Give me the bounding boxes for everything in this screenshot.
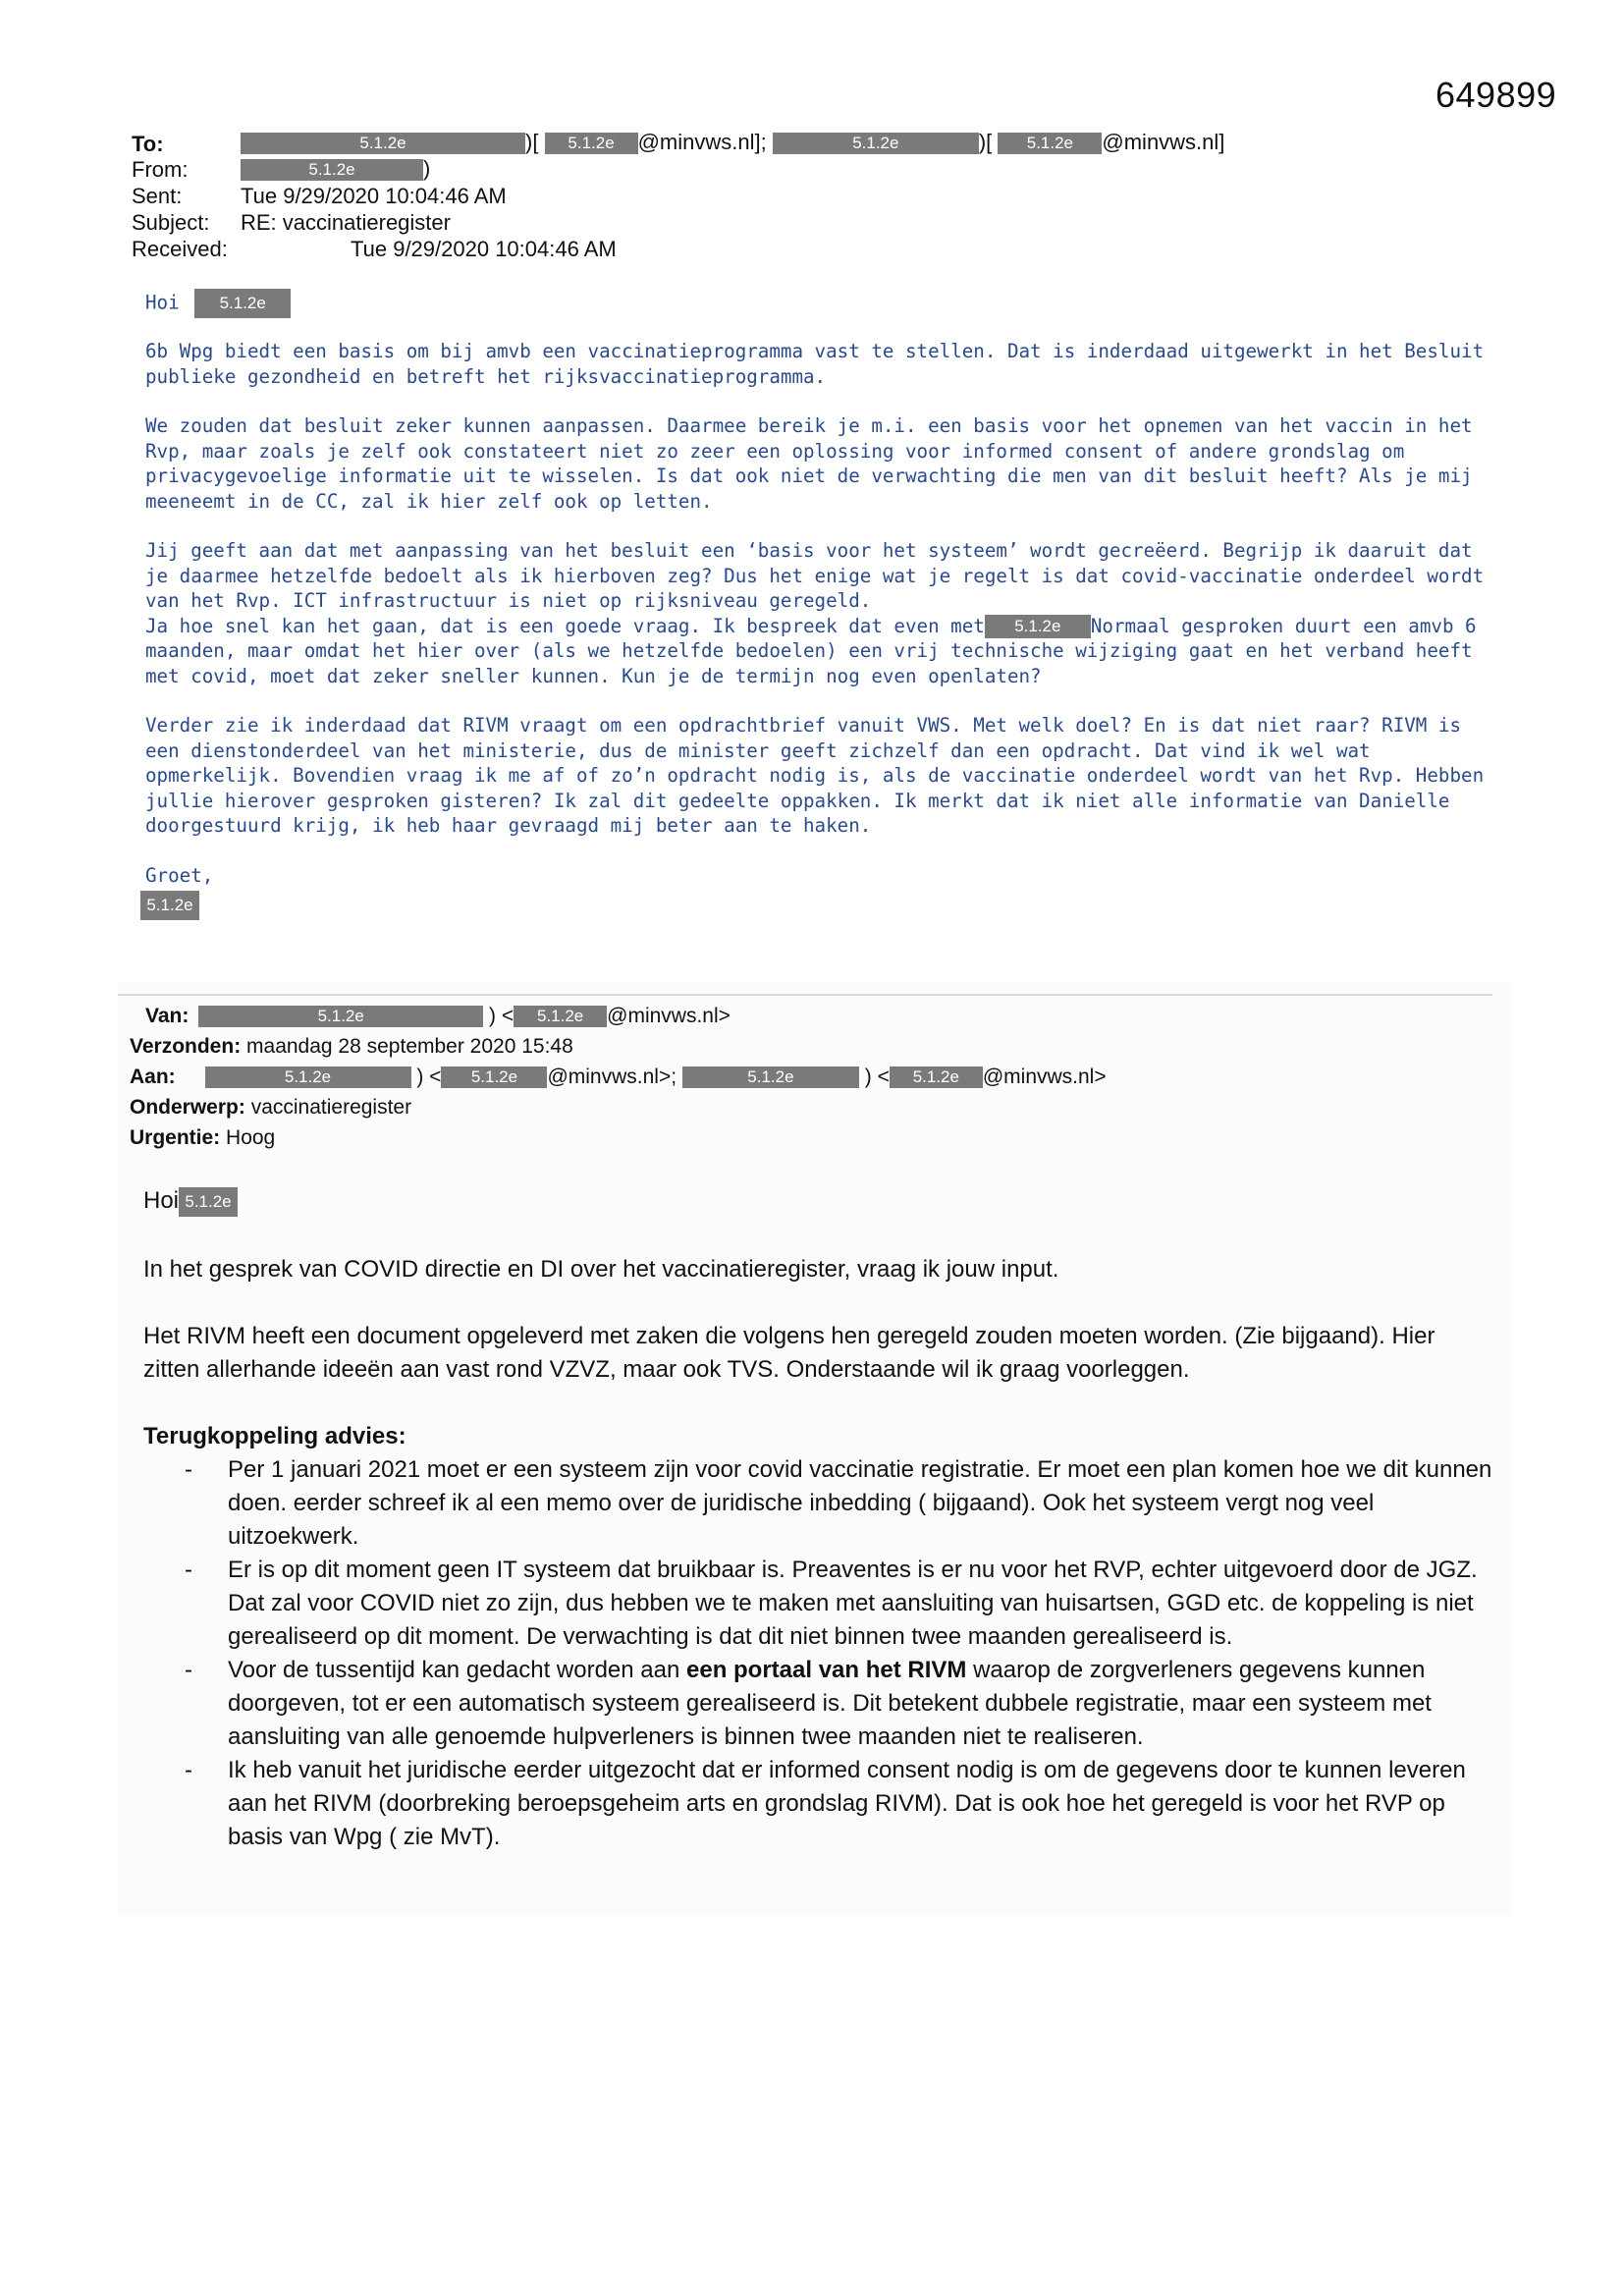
- received-value: Tue 9/29/2020 10:04:46 AM: [351, 237, 617, 261]
- redaction-box: 5.1.2e: [545, 133, 638, 154]
- subject-label: Subject:: [132, 210, 210, 235]
- to-domain: @minvws.nl]: [1102, 130, 1225, 154]
- section-title: Terugkoppeling advies:: [143, 1423, 406, 1449]
- redaction-box: 5.1.2e: [205, 1066, 411, 1088]
- reply-paragraph: We zouden dat besluit zeker kunnen aanpassen. Daarmee bereik je m.i. een basis voor het opnemen van het vaccin in het Rvp, maar zoals je zelf ook constateert niet zo zeer een oplossing voor informed consent of andere grondslag om privacygevoelige informatie uit te wisselen. Is dat ook niet de verwachting die men van dit besluit heeft? Als je mij meeneemt in de CC, zal ik hier zelf ook op letten.: [145, 414, 1473, 513]
- advice-list: [143, 1453, 1493, 1854]
- reply-body: [145, 339, 1500, 888]
- original-greeting: Hoi 5.1.2e: [143, 1184, 1493, 1218]
- from-value: 5.1.2e ): [241, 156, 430, 182]
- redaction-box: 5.1.2e: [241, 133, 525, 154]
- redaction-box: 5.1.2e: [773, 133, 979, 154]
- redaction-box: 5.1.2e: [890, 1066, 983, 1088]
- original-paragraph: Het RIVM heeft een document opgeleverd met zaken die volgens hen geregeld zouden moeten worden. (Zie bijgaand). Hier zitten allerhande ideeën aan vast rond VZVZ, maar ook TVS. Onderstaande wil ik graag voorleggen.: [143, 1323, 1435, 1383]
- sent-label: Sent:: [132, 184, 183, 208]
- verzonden-line: Verzonden: maandag 28 september 2020 15:48: [130, 1035, 573, 1058]
- redaction-box: 5.1.2e: [198, 1006, 483, 1027]
- redaction-box: 5.1.2e: [682, 1066, 859, 1088]
- message-separator: [118, 994, 1492, 996]
- to-recipients: 5.1.2e )[ 5.1.2e @minvws.nl]; 5.1.2e )[ 5.1.2e @minvws.nl]: [241, 130, 1224, 155]
- signature: [140, 891, 199, 920]
- redaction-box: 5.1.2e: [998, 133, 1102, 154]
- reply-paragraph: Jij geeft aan dat met aanpassing van het besluit een ‘basis voor het systeem’ wordt gecreëerd. Begrijp ik daaruit dat je daarmee hetzelfde bedoelt als ik hierboven zeg? Dus het enige wat je regelt is dat covid-vaccinatie onderdeel wordt van het Rvp. ICT infrastructuur is niet op rijksniveau geregeld.: [145, 539, 1485, 612]
- reply-paragraph: 6b Wpg biedt een basis om bij amvb een vaccinatieprogramma vast te stellen. Dat is inderdaad uitgewerkt in het Besluit publieke gezondheid en betreft het rijksvaccinatieprogramma.: [145, 340, 1485, 388]
- reply-greeting: Hoi 5.1.2e: [145, 289, 1500, 318]
- advice-item: - Ik heb vanuit het juridische eerder uitgezocht dat er informed consent nodig is om de gegevens door te kunnen leveren aan het RIVM (doorbreking beroepsgeheim arts en grondslag RIVM). Dat is ook hoe het geregeld is voor het RVP op basis van Wpg ( zie MvT).: [185, 1757, 1466, 1850]
- van-line: Van: 5.1.2e ) < 5.1.2e @minvws.nl>: [145, 1005, 731, 1027]
- to-domain: @minvws.nl];: [637, 130, 767, 154]
- sent-value: Tue 9/29/2020 10:04:46 AM: [241, 184, 507, 208]
- advice-item: - Per 1 januari 2021 moet er een systeem zijn voor covid vaccinatie registratie. Er moet een plan komen hoe we dit kunnen doen. eerder schreef ik al een memo over de juridische inbedding ( bijgaand). Ook het systeem vergt nog veel uitzoekwerk.: [185, 1456, 1492, 1550]
- document-id: 649899: [1435, 75, 1557, 115]
- to-line: [132, 132, 164, 157]
- received-label: Received:: [132, 237, 228, 261]
- original-body: [143, 1253, 1493, 1854]
- redaction-box: 5.1.2e: [194, 289, 291, 318]
- aan-line: Aan: 5.1.2e ) < 5.1.2e @minvws.nl>; 5.1.2e ) < 5.1.2e @minvws.nl>: [130, 1066, 1107, 1088]
- to-label: To:: [132, 132, 164, 156]
- redaction-box: 5.1.2e: [441, 1066, 547, 1088]
- subject-value: RE: vaccinatieregister: [241, 210, 451, 235]
- redaction-box: 5.1.2e: [514, 1006, 607, 1027]
- advice-item: - Er is op dit moment geen IT systeem dat bruikbaar is. Preaventes is er nu voor het RVP, echter uitgevoerd door de JGZ. Dat zal voor COVID niet zo zijn, dus hebben we te maken met aansluiting van huisartsen, GGD etc. de koppeling is niet gerealiseerd op dit moment. De verwachting is dat dit niet binnen twee maanden gerealiseerd is.: [185, 1557, 1478, 1650]
- urgentie-line: Urgentie: Hoog: [130, 1126, 276, 1149]
- redaction-box: 5.1.2e: [241, 159, 423, 181]
- reply-closing: Groet,: [145, 863, 214, 887]
- redaction-box: 5.1.2e: [179, 1187, 238, 1217]
- advice-item: - Voor de tussentijd kan gedacht worden aan een portaal van het RIVM waarop de zorgverleners gegevens kunnen doorgeven, tot er een automatisch systeem gerealiseerd is. Dit betekent dubbele registratie, maar een systeem met aansluiting van alle genoemde hulpverleners is binnen twee maanden niet te realiseren.: [185, 1657, 1432, 1750]
- onderwerp-line: Onderwerp: vaccinatieregister: [130, 1096, 412, 1119]
- reply-paragraph: Verder zie ik inderdaad dat RIVM vraagt om een opdrachtbrief vanuit VWS. Met welk doel? En is dat niet raar? RIVM is een dienstonderdeel van het ministerie, dus de minister geeft zichzelf dan een opdracht. Dat vind ik wel wat opmerkelijk. Bovendien vraag ik me af of zo’n opdracht nodig is, als de vaccinatie onderdeel wordt van het Rvp. Hebben jullie hierover gesproken gisteren? Ik zal dit gedeelte oppakken. Ik merkt dat ik niet alle informatie van Danielle doorgestuurd krijg, ik heb haar gevraagd mij beter aan te haken.: [145, 714, 1485, 837]
- redaction-box: 5.1.2e: [985, 615, 1091, 638]
- original-paragraph: In het gesprek van COVID directie en DI over het vaccinatieregister, vraag ik jouw input.: [143, 1256, 1059, 1283]
- redaction-box: 5.1.2e: [140, 891, 199, 920]
- from-label: From:: [132, 157, 189, 182]
- aan-domain: @minvws.nl>: [982, 1066, 1107, 1088]
- van-domain: @minvws.nl>: [607, 1005, 731, 1027]
- aan-domain: @minvws.nl>;: [547, 1066, 677, 1088]
- reply-paragraph: Ja hoe snel kan het gaan, dat is een goede vraag. Ik bespreek dat even met 5.1.2e Normaal gesproken duurt een amvb 6 maanden, maar omdat het hier over (als we hetzelfde bedoelen) een vrij technische wijziging gaat en het verband heeft met covid, moet dat zeker sneller kunnen. Kun je de termijn nog even openlaten?: [145, 614, 1477, 687]
